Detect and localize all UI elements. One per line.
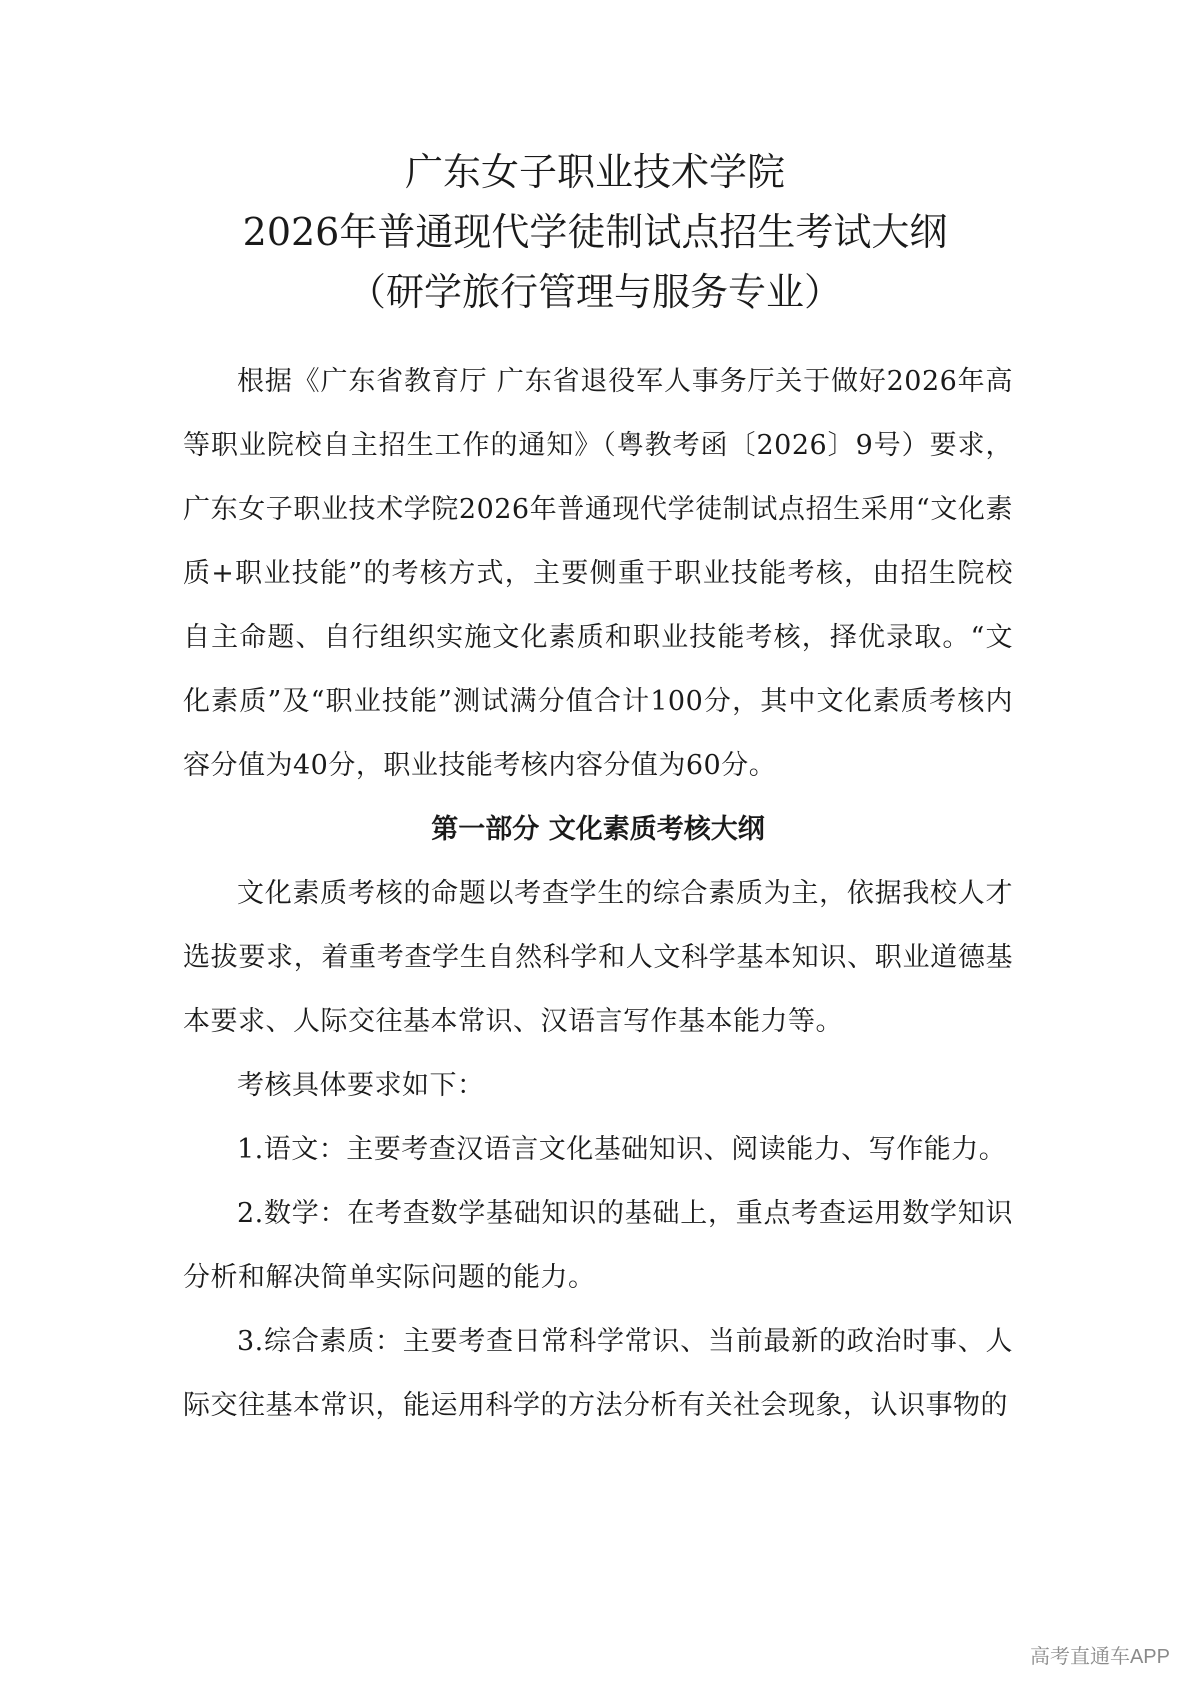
document-title xyxy=(0,142,1190,322)
requirement-item-comprehensive: 3.综合素质：主要考查日常科学常识、当前最新的政治时事、人际交往基本常识，能运用科学的方法分析有关社会现象，认识事物的 xyxy=(183,1326,1013,1421)
app-watermark: 高考直通车APP xyxy=(1029,1646,1170,1668)
title-major: （研学旅行管理与服务专业） xyxy=(347,270,842,314)
section-heading: 第一部分 文化素质考核大纲 xyxy=(431,814,765,845)
requirements-lead: 考核具体要求如下： xyxy=(237,1070,485,1101)
requirement-item-math: 2.数学：在考查数学基础知识的基础上，重点考查运用数学知识分析和解决简单实际问题的能力。 xyxy=(183,1198,1013,1293)
intro-paragraph: 根据《广东省教育厅 广东省退役军人事务厅关于做好2026年高等职业院校自主招生工作的通知》（粤教考函〔2026〕9号）要求，广东女子职业技术学院2026年普通现代学徒制试点招生采用“文化素质+职业技能”的考核方式，主要侧重于职业技能考核，由招生院校自主命题、自行组织实施文化素质和职业技能考核，择优录取。“文化素质”及“职业技能”测试满分值合计100分，其中文化素质考核内容分值为40分，职业技能考核内容分值为60分。 xyxy=(183,366,1013,781)
document-body xyxy=(183,350,1013,1438)
title-school-name: 广东女子职业技术学院 xyxy=(404,150,785,194)
title-exam-outline: 2026年普通现代学徒制试点招生考试大纲 xyxy=(242,210,948,254)
requirement-item-chinese: 1.语文：主要考查汉语言文化基础知识、阅读能力、写作能力。 xyxy=(237,1134,1007,1165)
section-intro-paragraph: 文化素质考核的命题以考查学生的综合素质为主，依据我校人才选拔要求，着重考查学生自然科学和人文科学基本知识、职业道德基本要求、人际交往基本常识、汉语言写作基本能力等。 xyxy=(183,878,1013,1037)
